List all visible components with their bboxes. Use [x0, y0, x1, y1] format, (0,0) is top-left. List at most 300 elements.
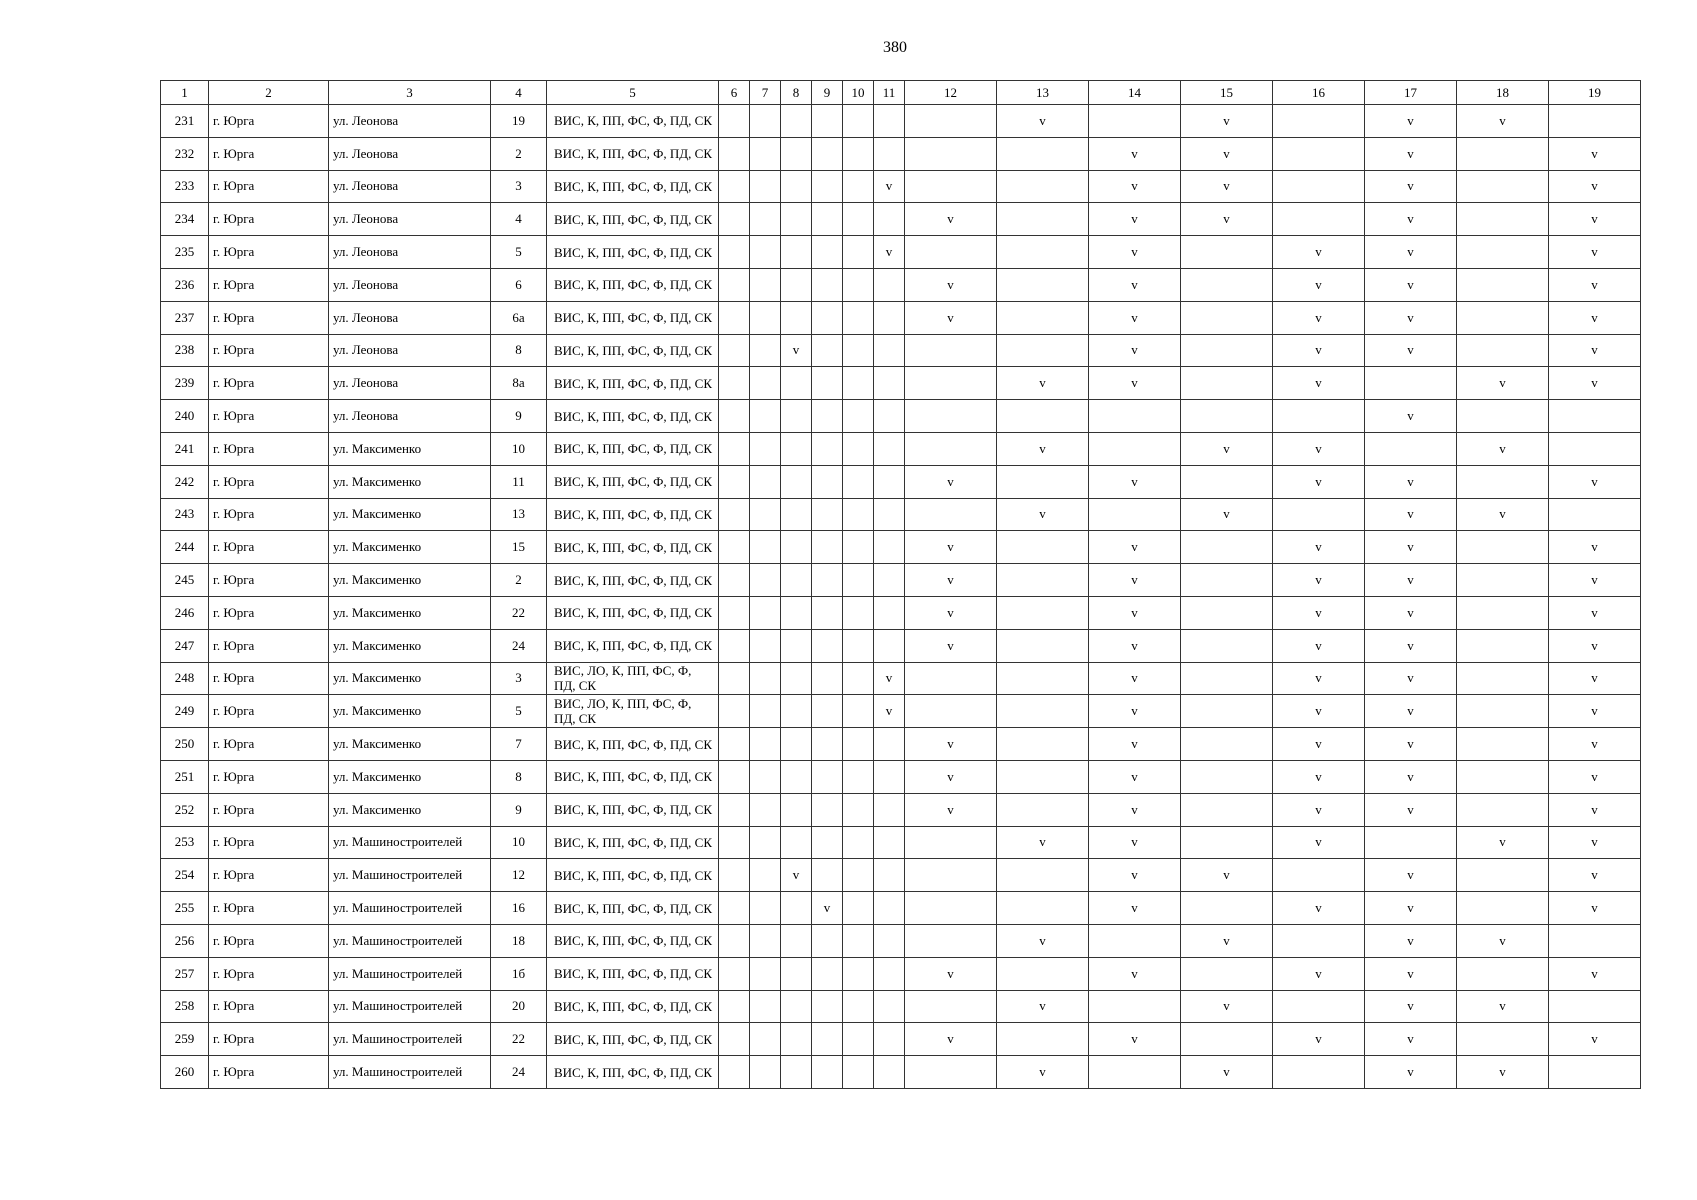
mark-cell-col-6	[719, 892, 750, 925]
mark-cell-col-18	[1457, 137, 1549, 170]
mark-cell-col-17: v	[1365, 695, 1457, 728]
mark-cell-col-17: v	[1365, 203, 1457, 236]
mark-cell-col-19: v	[1549, 203, 1641, 236]
mark-cell-col-16: v	[1273, 793, 1365, 826]
mark-cell-col-6	[719, 367, 750, 400]
mark-cell-col-12	[905, 236, 997, 269]
house-number-cell: 22	[491, 1023, 547, 1056]
row-number-cell: 234	[161, 203, 209, 236]
table-row	[161, 728, 1641, 761]
mark-cell-col-16	[1273, 924, 1365, 957]
mark-cell-col-14	[1089, 400, 1181, 433]
mark-cell-col-14: v	[1089, 170, 1181, 203]
mark-cell-col-15	[1181, 695, 1273, 728]
mark-cell-col-9	[812, 301, 843, 334]
house-number-cell: 20	[491, 990, 547, 1023]
mark-cell-col-16: v	[1273, 301, 1365, 334]
row-number-cell: 246	[161, 596, 209, 629]
mark-cell-col-7	[750, 432, 781, 465]
table-row	[161, 400, 1641, 433]
mark-cell-col-11	[874, 760, 905, 793]
table-row	[161, 1023, 1641, 1056]
mark-cell-col-10	[843, 990, 874, 1023]
row-number-cell: 238	[161, 334, 209, 367]
mark-cell-col-16: v	[1273, 892, 1365, 925]
mark-cell-col-6	[719, 957, 750, 990]
mark-cell-col-17: v	[1365, 564, 1457, 597]
mark-cell-col-10	[843, 596, 874, 629]
mark-cell-col-9	[812, 859, 843, 892]
mark-cell-col-11	[874, 367, 905, 400]
mark-cell-col-8	[781, 367, 812, 400]
mark-cell-col-17: v	[1365, 924, 1457, 957]
mark-cell-col-16: v	[1273, 662, 1365, 695]
mark-cell-col-9	[812, 236, 843, 269]
street-cell: ул. Машиностроителей	[329, 924, 491, 957]
mark-cell-col-13	[997, 334, 1089, 367]
table-row	[161, 957, 1641, 990]
mark-cell-col-6	[719, 301, 750, 334]
mark-cell-col-14: v	[1089, 301, 1181, 334]
row-number-cell: 253	[161, 826, 209, 859]
mark-cell-col-7	[750, 465, 781, 498]
mark-cell-col-13: v	[997, 826, 1089, 859]
mark-cell-col-14: v	[1089, 236, 1181, 269]
column-number-cell: 14	[1089, 81, 1181, 105]
mark-cell-col-17: v	[1365, 170, 1457, 203]
mark-cell-col-7	[750, 957, 781, 990]
mark-cell-col-12	[905, 105, 997, 138]
mark-cell-col-13	[997, 564, 1089, 597]
mark-cell-col-13: v	[997, 990, 1089, 1023]
mark-cell-col-9	[812, 1023, 843, 1056]
mark-cell-col-6	[719, 236, 750, 269]
table-row	[161, 793, 1641, 826]
mark-cell-col-15: v	[1181, 432, 1273, 465]
mark-cell-col-14: v	[1089, 465, 1181, 498]
mark-cell-col-16	[1273, 1056, 1365, 1089]
street-cell: ул. Максименко	[329, 465, 491, 498]
mark-cell-col-17: v	[1365, 465, 1457, 498]
mark-cell-col-14: v	[1089, 203, 1181, 236]
city-cell: г. Юрга	[209, 957, 329, 990]
mark-cell-col-9	[812, 629, 843, 662]
city-cell: г. Юрга	[209, 531, 329, 564]
mark-cell-col-6	[719, 498, 750, 531]
mark-cell-col-10	[843, 465, 874, 498]
table-row	[161, 203, 1641, 236]
mark-cell-col-13	[997, 859, 1089, 892]
street-cell: ул. Максименко	[329, 629, 491, 662]
city-cell: г. Юрга	[209, 695, 329, 728]
mark-cell-col-12	[905, 498, 997, 531]
mark-cell-col-6	[719, 1056, 750, 1089]
mark-cell-col-6	[719, 564, 750, 597]
mark-cell-col-13	[997, 728, 1089, 761]
work-types-cell: ВИС, К, ПП, ФС, Ф, ПД, СК	[547, 564, 719, 597]
house-number-cell: 18	[491, 924, 547, 957]
city-cell: г. Юрга	[209, 1023, 329, 1056]
mark-cell-col-6	[719, 1023, 750, 1056]
street-cell: ул. Максименко	[329, 531, 491, 564]
mark-cell-col-7	[750, 400, 781, 433]
mark-cell-col-15	[1181, 301, 1273, 334]
mark-cell-col-15: v	[1181, 924, 1273, 957]
row-number-cell: 257	[161, 957, 209, 990]
table-row	[161, 334, 1641, 367]
mark-cell-col-11	[874, 859, 905, 892]
mark-cell-col-12	[905, 990, 997, 1023]
mark-cell-col-6	[719, 465, 750, 498]
street-cell: ул. Леонова	[329, 400, 491, 433]
mark-cell-col-18	[1457, 531, 1549, 564]
table-row	[161, 629, 1641, 662]
mark-cell-col-12: v	[905, 465, 997, 498]
city-cell: г. Юрга	[209, 203, 329, 236]
work-types-cell: ВИС, К, ПП, ФС, Ф, ПД, СК	[547, 170, 719, 203]
column-number-cell: 16	[1273, 81, 1365, 105]
mark-cell-col-14: v	[1089, 760, 1181, 793]
row-number-cell: 252	[161, 793, 209, 826]
work-types-cell: ВИС, К, ПП, ФС, Ф, ПД, СК	[547, 400, 719, 433]
mark-cell-col-8: v	[781, 334, 812, 367]
mark-cell-col-19	[1549, 432, 1641, 465]
mark-cell-col-10	[843, 170, 874, 203]
mark-cell-col-19	[1549, 498, 1641, 531]
city-cell: г. Юрга	[209, 367, 329, 400]
mark-cell-col-16	[1273, 859, 1365, 892]
mark-cell-col-18: v	[1457, 432, 1549, 465]
mark-cell-col-15: v	[1181, 1056, 1273, 1089]
work-types-cell: ВИС, К, ПП, ФС, Ф, ПД, СК	[547, 826, 719, 859]
mark-cell-col-7	[750, 170, 781, 203]
mark-cell-col-12: v	[905, 268, 997, 301]
mark-cell-col-8	[781, 728, 812, 761]
mark-cell-col-9	[812, 203, 843, 236]
mark-cell-col-12: v	[905, 728, 997, 761]
mark-cell-col-13	[997, 531, 1089, 564]
mark-cell-col-16: v	[1273, 367, 1365, 400]
table-row	[161, 137, 1641, 170]
mark-cell-col-7	[750, 531, 781, 564]
mark-cell-col-17	[1365, 432, 1457, 465]
row-number-cell: 243	[161, 498, 209, 531]
mark-cell-col-6	[719, 826, 750, 859]
mark-cell-col-9	[812, 531, 843, 564]
mark-cell-col-13	[997, 137, 1089, 170]
table-row	[161, 596, 1641, 629]
column-number-cell: 18	[1457, 81, 1549, 105]
mark-cell-col-8	[781, 957, 812, 990]
mark-cell-col-6	[719, 662, 750, 695]
column-number-cell: 15	[1181, 81, 1273, 105]
mark-cell-col-7	[750, 105, 781, 138]
mark-cell-col-8	[781, 432, 812, 465]
street-cell: ул. Максименко	[329, 695, 491, 728]
table-row	[161, 432, 1641, 465]
mark-cell-col-7	[750, 662, 781, 695]
mark-cell-col-19: v	[1549, 334, 1641, 367]
mark-cell-col-17: v	[1365, 892, 1457, 925]
mark-cell-col-10	[843, 760, 874, 793]
mark-cell-col-10	[843, 859, 874, 892]
mark-cell-col-15	[1181, 1023, 1273, 1056]
mark-cell-col-10	[843, 137, 874, 170]
column-number-cell: 10	[843, 81, 874, 105]
mark-cell-col-8	[781, 400, 812, 433]
mark-cell-col-7	[750, 728, 781, 761]
mark-cell-col-9	[812, 793, 843, 826]
mark-cell-col-11	[874, 793, 905, 826]
page-number: 380	[883, 39, 907, 56]
city-cell: г. Юрга	[209, 301, 329, 334]
street-cell: ул. Максименко	[329, 596, 491, 629]
mark-cell-col-8	[781, 137, 812, 170]
house-number-cell: 19	[491, 105, 547, 138]
mark-cell-col-6	[719, 760, 750, 793]
mark-cell-col-7	[750, 334, 781, 367]
mark-cell-col-11	[874, 465, 905, 498]
work-types-cell: ВИС, К, ПП, ФС, Ф, ПД, СК	[547, 728, 719, 761]
column-number-cell: 1	[161, 81, 209, 105]
house-number-cell: 10	[491, 432, 547, 465]
mark-cell-col-18: v	[1457, 498, 1549, 531]
mark-cell-col-17: v	[1365, 531, 1457, 564]
mark-cell-col-16: v	[1273, 826, 1365, 859]
mark-cell-col-10	[843, 236, 874, 269]
mark-cell-col-7	[750, 498, 781, 531]
row-number-cell: 256	[161, 924, 209, 957]
mark-cell-col-19	[1549, 990, 1641, 1023]
mark-cell-col-7	[750, 301, 781, 334]
city-cell: г. Юрга	[209, 105, 329, 138]
mark-cell-col-7	[750, 367, 781, 400]
mark-cell-col-12: v	[905, 793, 997, 826]
house-number-cell: 5	[491, 695, 547, 728]
mark-cell-col-16	[1273, 105, 1365, 138]
work-types-cell: ВИС, К, ПП, ФС, Ф, ПД, СК	[547, 760, 719, 793]
street-cell: ул. Леонова	[329, 268, 491, 301]
mark-cell-col-19: v	[1549, 859, 1641, 892]
mark-cell-col-17: v	[1365, 629, 1457, 662]
mark-cell-col-6	[719, 859, 750, 892]
mark-cell-col-10	[843, 826, 874, 859]
mark-cell-col-8	[781, 793, 812, 826]
work-types-cell: ВИС, К, ПП, ФС, Ф, ПД, СК	[547, 432, 719, 465]
mark-cell-col-16	[1273, 498, 1365, 531]
mark-cell-col-15: v	[1181, 990, 1273, 1023]
mark-cell-col-13: v	[997, 105, 1089, 138]
mark-cell-col-14	[1089, 105, 1181, 138]
mark-cell-col-11	[874, 203, 905, 236]
mark-cell-col-9	[812, 564, 843, 597]
mark-cell-col-15	[1181, 826, 1273, 859]
table-row	[161, 268, 1641, 301]
mark-cell-col-11	[874, 301, 905, 334]
mark-cell-col-16	[1273, 400, 1365, 433]
mark-cell-col-19: v	[1549, 892, 1641, 925]
mark-cell-col-9	[812, 760, 843, 793]
mark-cell-col-17: v	[1365, 990, 1457, 1023]
mark-cell-col-9	[812, 367, 843, 400]
mark-cell-col-15	[1181, 760, 1273, 793]
column-number-cell: 13	[997, 81, 1089, 105]
row-number-cell: 237	[161, 301, 209, 334]
mark-cell-col-12: v	[905, 760, 997, 793]
mark-cell-col-10	[843, 367, 874, 400]
mark-cell-col-15	[1181, 892, 1273, 925]
mark-cell-col-17: v	[1365, 268, 1457, 301]
work-types-cell: ВИС, К, ПП, ФС, Ф, ПД, СК	[547, 629, 719, 662]
column-number-cell: 11	[874, 81, 905, 105]
row-number-cell: 239	[161, 367, 209, 400]
mark-cell-col-6	[719, 203, 750, 236]
row-number-cell: 247	[161, 629, 209, 662]
mark-cell-col-6	[719, 432, 750, 465]
mark-cell-col-13	[997, 662, 1089, 695]
house-number-cell: 12	[491, 859, 547, 892]
mark-cell-col-15	[1181, 268, 1273, 301]
work-types-cell: ВИС, ЛО, К, ПП, ФС, Ф, ПД, СК	[547, 695, 719, 728]
mark-cell-col-10	[843, 105, 874, 138]
mark-cell-col-7	[750, 203, 781, 236]
mark-cell-col-16: v	[1273, 465, 1365, 498]
mark-cell-col-10	[843, 793, 874, 826]
house-number-cell: 13	[491, 498, 547, 531]
mark-cell-col-19: v	[1549, 465, 1641, 498]
mark-cell-col-11: v	[874, 236, 905, 269]
mark-cell-col-19: v	[1549, 760, 1641, 793]
mark-cell-col-15: v	[1181, 498, 1273, 531]
row-number-cell: 240	[161, 400, 209, 433]
mark-cell-col-18: v	[1457, 924, 1549, 957]
mark-cell-col-10	[843, 629, 874, 662]
mark-cell-col-19: v	[1549, 826, 1641, 859]
city-cell: г. Юрга	[209, 924, 329, 957]
mark-cell-col-8	[781, 892, 812, 925]
mark-cell-col-18	[1457, 236, 1549, 269]
mark-cell-col-18	[1457, 859, 1549, 892]
mark-cell-col-11	[874, 892, 905, 925]
house-number-cell: 2	[491, 137, 547, 170]
mark-cell-col-18	[1457, 662, 1549, 695]
house-number-cell: 8а	[491, 367, 547, 400]
mark-cell-col-14	[1089, 990, 1181, 1023]
mark-cell-col-13	[997, 629, 1089, 662]
table-row	[161, 170, 1641, 203]
mark-cell-col-14: v	[1089, 564, 1181, 597]
mark-cell-col-17: v	[1365, 400, 1457, 433]
table-row	[161, 498, 1641, 531]
row-number-cell: 233	[161, 170, 209, 203]
mark-cell-col-8	[781, 301, 812, 334]
street-cell: ул. Максименко	[329, 760, 491, 793]
work-types-cell: ВИС, К, ПП, ФС, Ф, ПД, СК	[547, 203, 719, 236]
mark-cell-col-7	[750, 760, 781, 793]
mark-cell-col-16: v	[1273, 629, 1365, 662]
mark-cell-col-15	[1181, 629, 1273, 662]
mark-cell-col-11: v	[874, 695, 905, 728]
mark-cell-col-19	[1549, 1056, 1641, 1089]
city-cell: г. Юрга	[209, 137, 329, 170]
mark-cell-col-13	[997, 596, 1089, 629]
column-number-cell: 6	[719, 81, 750, 105]
mark-cell-col-8	[781, 990, 812, 1023]
mark-cell-col-16	[1273, 203, 1365, 236]
mark-cell-col-19: v	[1549, 596, 1641, 629]
street-cell: ул. Леонова	[329, 105, 491, 138]
mark-cell-col-7	[750, 1023, 781, 1056]
mark-cell-col-9	[812, 1056, 843, 1089]
mark-cell-col-19: v	[1549, 367, 1641, 400]
work-types-cell: ВИС, К, ПП, ФС, Ф, ПД, СК	[547, 859, 719, 892]
column-number-cell: 4	[491, 81, 547, 105]
mark-cell-col-18: v	[1457, 1056, 1549, 1089]
mark-cell-col-12: v	[905, 596, 997, 629]
table-row	[161, 826, 1641, 859]
mark-cell-col-17: v	[1365, 793, 1457, 826]
house-number-cell: 11	[491, 465, 547, 498]
mark-cell-col-8	[781, 236, 812, 269]
mark-cell-col-14: v	[1089, 695, 1181, 728]
mark-cell-col-14: v	[1089, 334, 1181, 367]
house-number-cell: 24	[491, 1056, 547, 1089]
row-number-cell: 260	[161, 1056, 209, 1089]
mark-cell-col-11	[874, 400, 905, 433]
street-cell: ул. Максименко	[329, 793, 491, 826]
mark-cell-col-19: v	[1549, 695, 1641, 728]
mark-cell-col-12	[905, 859, 997, 892]
mark-cell-col-13	[997, 236, 1089, 269]
mark-cell-col-8	[781, 662, 812, 695]
mark-cell-col-12	[905, 695, 997, 728]
mark-cell-col-16: v	[1273, 760, 1365, 793]
mark-cell-col-17: v	[1365, 957, 1457, 990]
mark-cell-col-9	[812, 170, 843, 203]
column-number-cell: 8	[781, 81, 812, 105]
street-cell: ул. Максименко	[329, 432, 491, 465]
column-number-cell: 7	[750, 81, 781, 105]
mark-cell-col-18: v	[1457, 367, 1549, 400]
column-number-cell: 19	[1549, 81, 1641, 105]
house-number-cell: 24	[491, 629, 547, 662]
house-number-cell: 1б	[491, 957, 547, 990]
work-types-cell: ВИС, К, ПП, ФС, Ф, ПД, СК	[547, 793, 719, 826]
mark-cell-col-19: v	[1549, 137, 1641, 170]
mark-cell-col-15	[1181, 564, 1273, 597]
mark-cell-col-6	[719, 170, 750, 203]
mark-cell-col-15	[1181, 236, 1273, 269]
mark-cell-col-14	[1089, 1056, 1181, 1089]
mark-cell-col-14: v	[1089, 596, 1181, 629]
mark-cell-col-19: v	[1549, 1023, 1641, 1056]
mark-cell-col-16: v	[1273, 957, 1365, 990]
mark-cell-col-13	[997, 892, 1089, 925]
mark-cell-col-19: v	[1549, 957, 1641, 990]
mark-cell-col-8	[781, 826, 812, 859]
street-cell: ул. Леонова	[329, 137, 491, 170]
mark-cell-col-12	[905, 892, 997, 925]
mark-cell-col-10	[843, 432, 874, 465]
house-number-cell: 9	[491, 793, 547, 826]
row-number-cell: 231	[161, 105, 209, 138]
mark-cell-col-19: v	[1549, 662, 1641, 695]
mark-cell-col-16: v	[1273, 596, 1365, 629]
mark-cell-col-19	[1549, 105, 1641, 138]
row-number-cell: 241	[161, 432, 209, 465]
mark-cell-col-10	[843, 924, 874, 957]
mark-cell-col-11	[874, 957, 905, 990]
